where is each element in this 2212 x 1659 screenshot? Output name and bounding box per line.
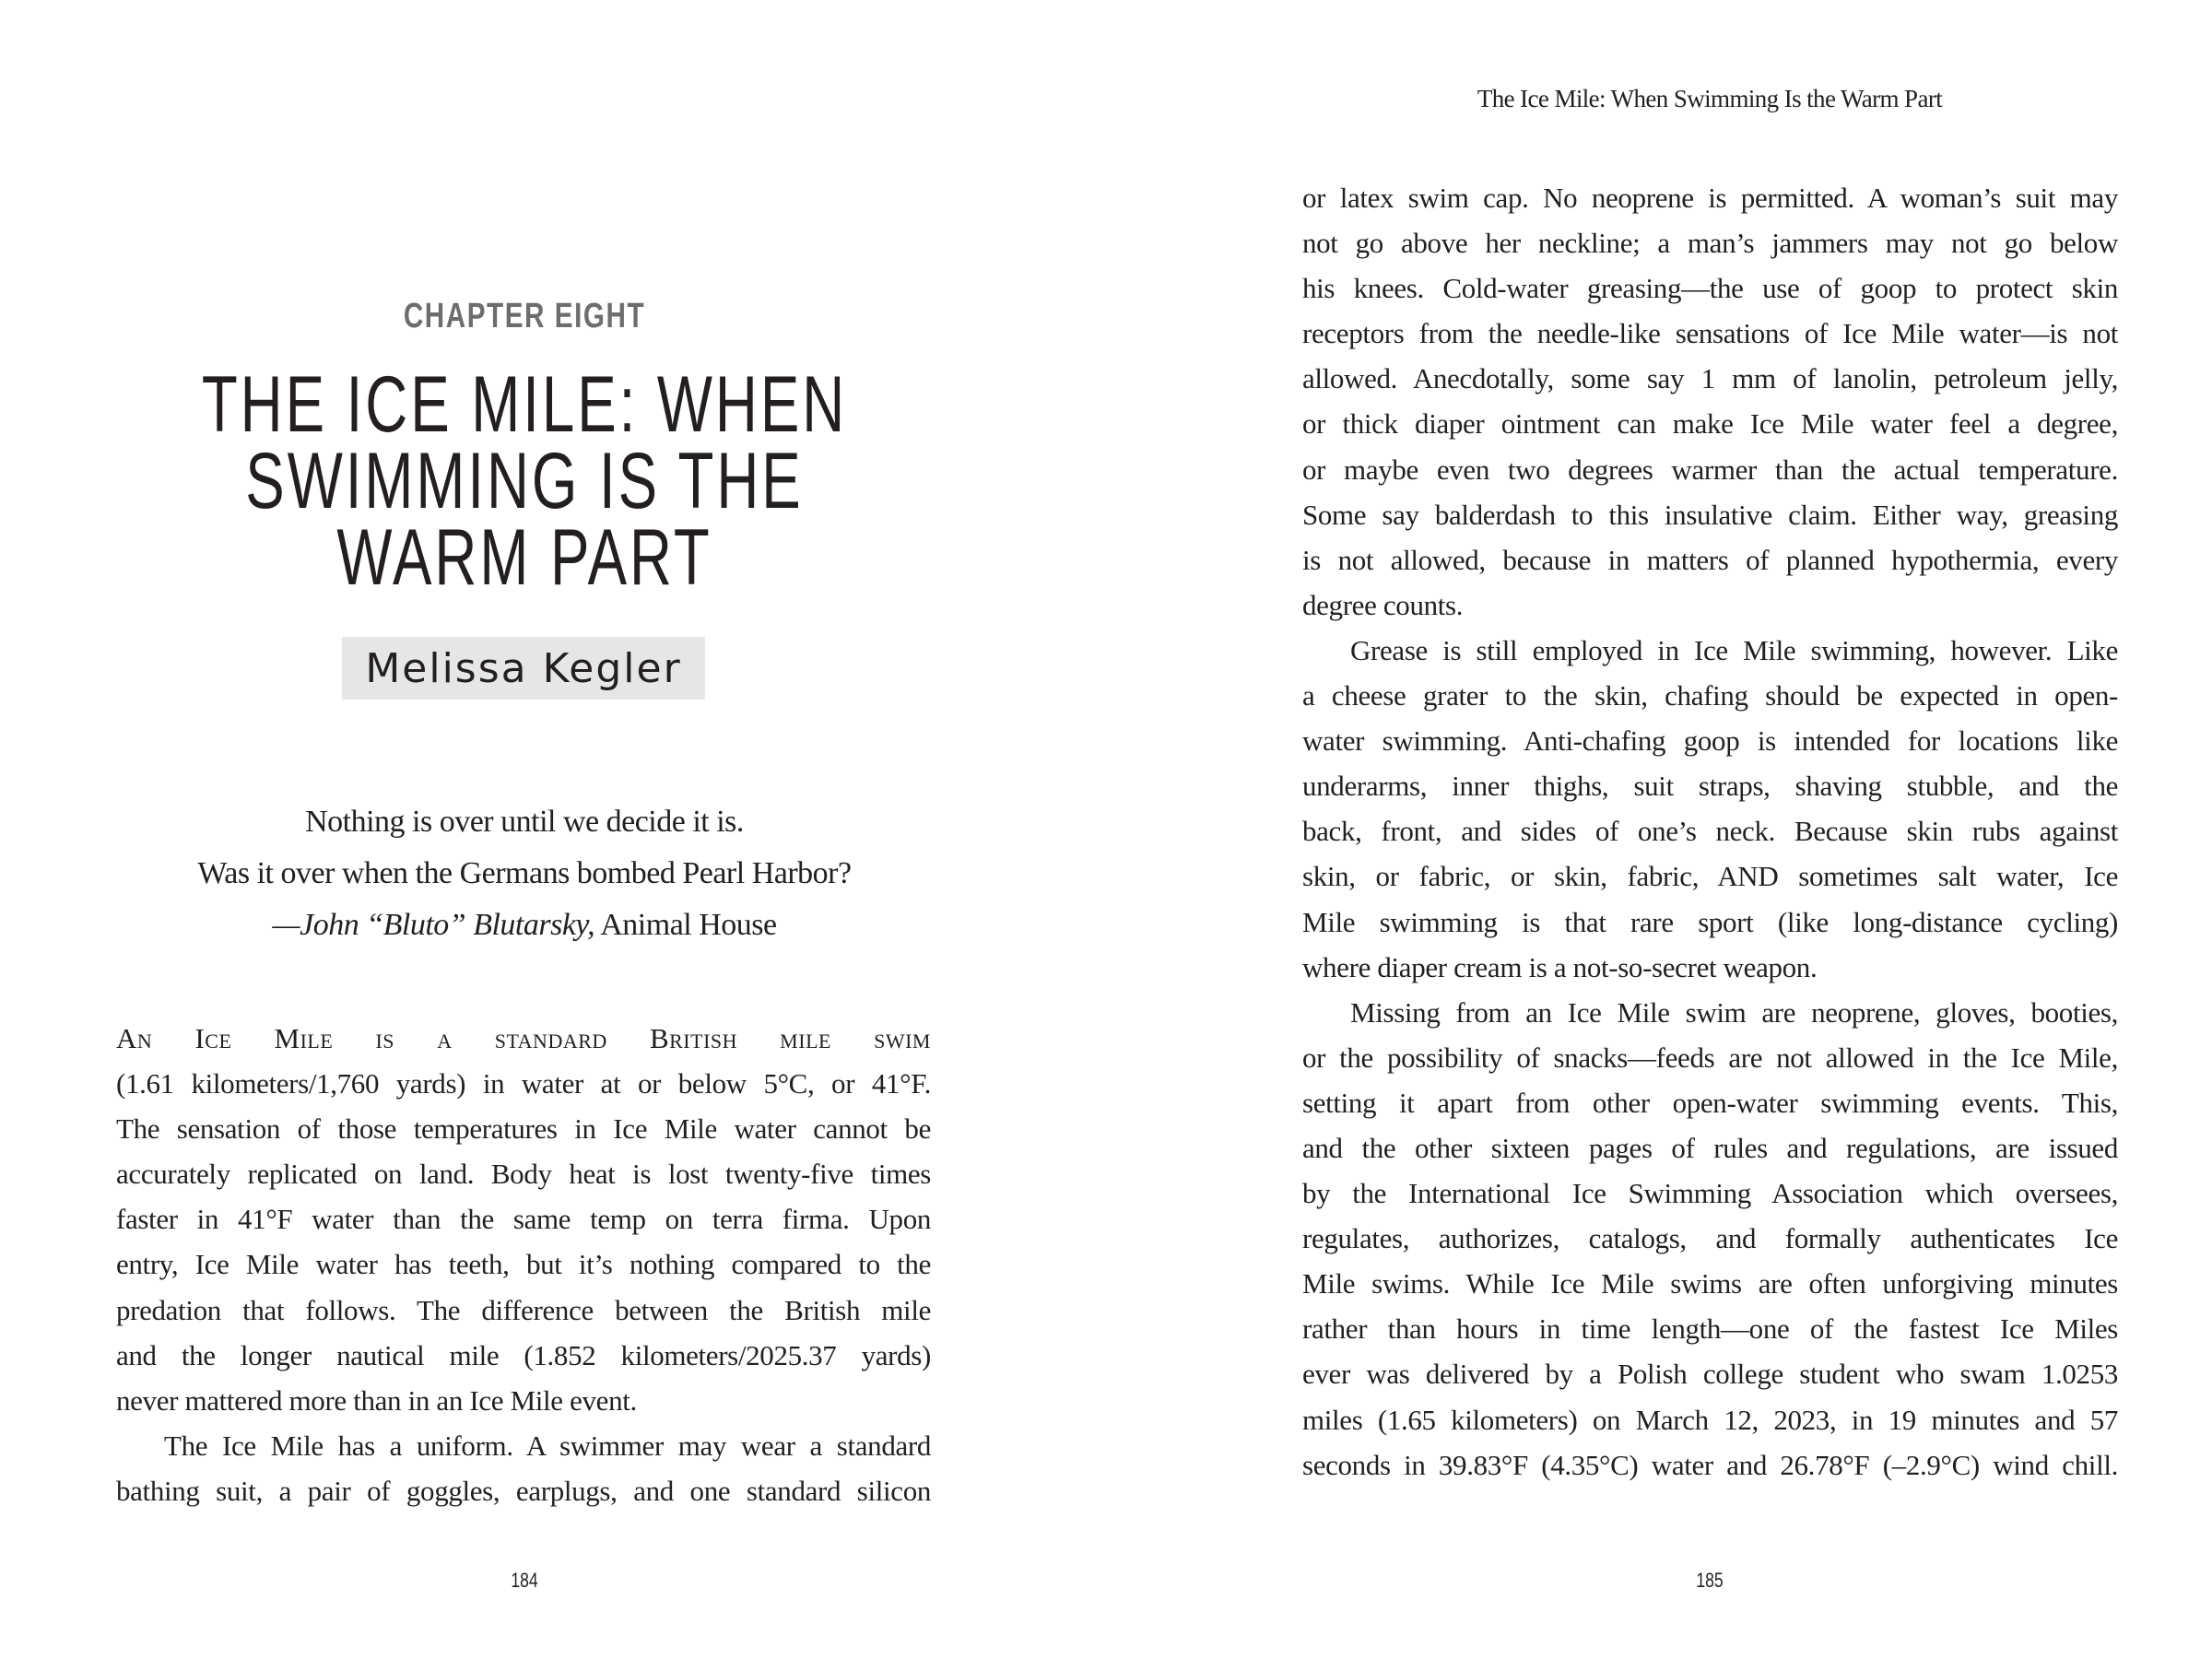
right-page — [1106, 0, 2212, 1659]
body-line: and the longer nautical mile (1.852 kilometers/2025.37 yards) — [116, 1338, 931, 1371]
body-line: bathing suit, a pair of goggles, earplugs, and one standard silicon — [116, 1474, 931, 1507]
body-line: faster in 41°F water than the same temp on terra firma. Upon — [116, 1203, 931, 1236]
body-line: An Ice Mile is a standard British mile swim — [116, 1022, 931, 1054]
body-line: Mile swims. While Ice Mile swims are often unforgiving minutes — [1302, 1267, 2118, 1300]
body-line: accurately replicated on land. Body heat is lost twenty-five times — [116, 1158, 931, 1191]
body-line: is not allowed, because in matters of planned hypothermia, every — [1302, 543, 2118, 576]
body-line: water swimming. Anti-chafing goop is intended for locations like — [1302, 724, 2118, 758]
body-line: The Ice Mile has a uniform. A swimmer may wear a standard — [164, 1429, 931, 1462]
body-line: back, front, and sides of one’s neck. Because skin rubs against — [1302, 815, 2118, 848]
body-line: rather than hours in time length—one of the fastest Ice Miles — [1302, 1312, 2118, 1346]
body-line: or latex swim cap. No neoprene is permitted. A woman’s suit may — [1302, 182, 2118, 214]
epigraph-attribution — [0, 900, 1049, 951]
body-line: predation that follows. The difference between the British mile — [116, 1293, 931, 1326]
body-line: Missing from an Ice Mile swim are neoprene, gloves, booties, — [1350, 995, 2118, 1029]
body-line: regulates, authorizes, catalogs, and formally authenticates Ice — [1302, 1222, 2118, 1255]
body-line: his knees. Cold-water greasing—the use of goop to protect skin — [1302, 272, 2118, 305]
page-number: 185 — [1696, 1569, 1724, 1592]
chapter-title-line: WARM PART — [336, 513, 712, 602]
body-line: or the possibility of snacks—feeds are not allowed in the Ice Mile, — [1302, 1041, 2118, 1074]
chapter-title — [136, 360, 912, 602]
body-line: where diaper cream is a not-so-secret weapon. — [1302, 950, 1818, 983]
body-text — [116, 1016, 931, 1513]
author-box — [342, 637, 705, 700]
body-line: Grease is still employed in Ice Mile swimming, however. Like — [1350, 633, 2118, 666]
body-line: miles (1.65 kilometers) on March 12, 2023, in 19 minutes and 57 — [1302, 1403, 2118, 1436]
epigraph-line: Nothing is over until we decide it is. — [305, 805, 744, 839]
body-text — [1302, 175, 2118, 1488]
body-line: never mattered more than in an Ice Mile event. — [116, 1383, 637, 1417]
body-line: not go above her neckline; a man’s jammers may not go below — [1302, 227, 2118, 260]
body-line: allowed. Anecdotally, some say 1 mm of lanolin, petroleum jelly, — [1302, 362, 2118, 395]
author-name: Melissa Kegler — [365, 644, 682, 692]
body-line: Mile swimming is that rare sport (like long-distance cycling) — [1302, 905, 2118, 938]
page-number: 184 — [511, 1569, 538, 1592]
running-head: The Ice Mile: When Swimming Is the Warm Part — [1477, 85, 1943, 112]
body-line: underarms, inner thighs, suit straps, shaving stubble, and the — [1302, 770, 2118, 803]
body-line: (1.61 kilometers/1,760 yards) in water at or below 5°C, or 41°F. — [116, 1067, 931, 1100]
body-line: skin, or fabric, or skin, fabric, AND sometimes salt water, Ice — [1302, 860, 2118, 893]
chapter-title-line: THE ICE MILE: WHEN — [201, 360, 848, 449]
body-line: seconds in 39.83°F (4.35°C) water and 26.78°F (–2.9°C) wind chill. — [1302, 1448, 2118, 1481]
body-line: setting it apart from other open-water swimming events. This, — [1302, 1086, 2118, 1119]
body-line: The sensation of those temperatures in Ice Mile water cannot be — [116, 1112, 931, 1146]
epigraph-speaker: —John “Bluto” Blutarsky, — [272, 908, 595, 942]
body-line: or maybe even two degrees warmer than the actual temperature. — [1302, 453, 2118, 486]
epigraph-line: Was it over when the Germans bombed Pearl Harbor? — [197, 856, 852, 890]
body-line: ever was delivered by a Polish college student who swam 1.0253 — [1302, 1358, 2118, 1391]
chapter-title-line: SWIMMING IS THE — [245, 437, 804, 525]
body-line: degree counts. — [1302, 588, 1464, 621]
epigraph-source: Animal House — [600, 908, 777, 942]
body-line: entry, Ice Mile water has teeth, but it’s nothing compared to the — [116, 1248, 931, 1281]
epigraph — [0, 796, 1049, 951]
body-line: by the International Ice Swimming Association which oversees, — [1302, 1177, 2118, 1210]
body-line: receptors from the needle-like sensations of Ice Mile water—is not — [1302, 317, 2118, 350]
body-line: Some say balderdash to this insulative claim. Either way, greasing — [1302, 498, 2118, 531]
body-line: or thick diaper ointment can make Ice Mile water feel a degree, — [1302, 407, 2118, 441]
body-line: a cheese grater to the skin, chafing should be expected in open- — [1302, 679, 2118, 712]
chapter-label: CHAPTER EIGHT — [403, 297, 646, 335]
body-line: and the other sixteen pages of rules and regulations, are issued — [1302, 1131, 2118, 1164]
